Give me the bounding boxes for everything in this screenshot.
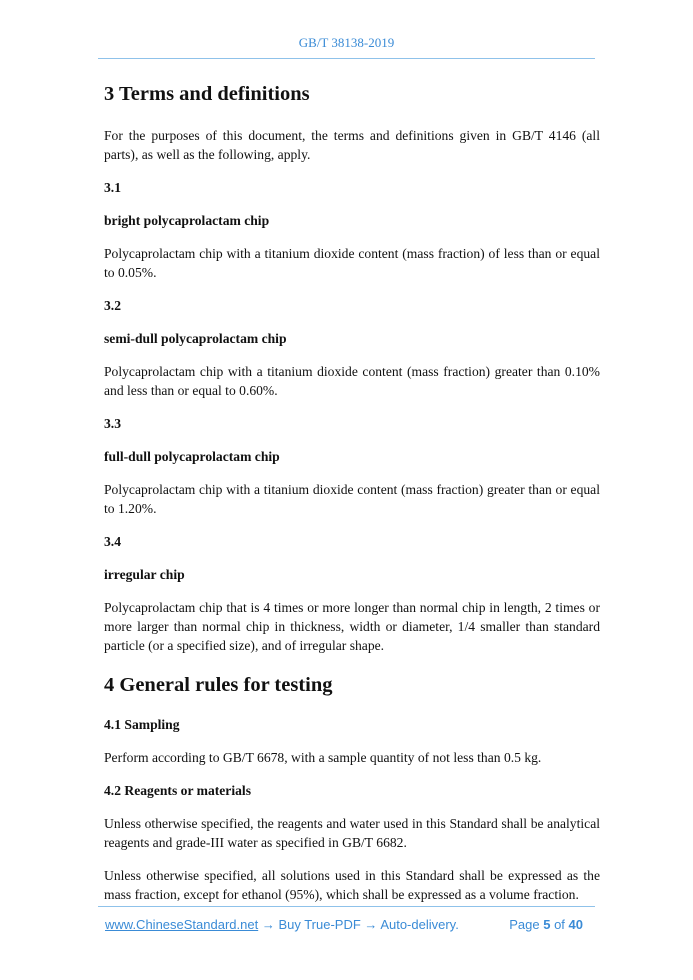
definition-3-3: Polycaprolactam chip with a titanium dioxide content (mass fraction) greater than or equal to 1.20%. [104, 482, 600, 516]
section-4-title: 4 General rules for testing [104, 674, 333, 696]
arrow-right-icon: → [258, 917, 279, 932]
term-number-3-3: 3.3 [104, 416, 121, 431]
term-number-3-2: 3.2 [104, 298, 121, 313]
term-number-3-1: 3.1 [104, 180, 121, 195]
section-3-intro: For the purposes of this document, the terms and definitions given in GB/T 4146 (all parts), as well as the following, apply. [104, 128, 600, 162]
term-number-3-4: 3.4 [104, 534, 121, 549]
page-content [104, 78, 600, 904]
term-3-3: full-dull polycaprolactam chip [104, 449, 280, 464]
section-3-title: 3 Terms and definitions [104, 83, 310, 105]
page-label: Page [509, 917, 540, 932]
subsection-4-2-heading: 4.2 Reagents or materials [104, 783, 251, 798]
term-3-2: semi-dull polycaprolactam chip [104, 331, 287, 346]
arrow-right-icon: → [360, 917, 381, 932]
website-link[interactable]: www.ChineseStandard.net [105, 917, 259, 932]
header-standard-code: GB/T 38138-2019 [298, 35, 395, 50]
auto-delivery-text: Auto-delivery. [380, 917, 459, 932]
term-3-4: irregular chip [104, 567, 185, 582]
footer-divider [98, 906, 595, 907]
term-3-1: bright polycaprolactam chip [104, 213, 270, 228]
page-total: 40 [568, 917, 583, 932]
footer [105, 917, 589, 935]
definition-3-4: Polycaprolactam chip that is 4 times or more longer than normal chip in length, 2 times or more larger than normal chip in thickness, width or diameter, 1/4 smaller than standard particle (or a specified size), and of irregular shape. [104, 600, 600, 653]
page-current: 5 [543, 917, 551, 932]
subsection-4-1-heading: 4.1 Sampling [104, 717, 180, 732]
definition-3-2: Polycaprolactam chip with a titanium dioxide content (mass fraction) greater than 0.10% and less than or equal to 0.60%. [104, 364, 600, 398]
page-of-label: of [554, 917, 565, 932]
definition-3-1: Polycaprolactam chip with a titanium dioxide content (mass fraction) of less than or equal to 0.05%. [104, 246, 600, 280]
header-divider [98, 58, 595, 59]
page-indicator [509, 917, 583, 932]
subsection-4-2-para2: Unless otherwise specified, all solutions used in this Standard shall be expressed as the mass fraction, except for ethanol (95%), which shall be expressed as a volume fraction. [104, 868, 600, 902]
footer-links [105, 917, 459, 932]
subsection-4-1-text: Perform according to GB/T 6678, with a sample quantity of not less than 0.5 kg. [104, 750, 542, 765]
subsection-4-2-para1: Unless otherwise specified, the reagents and water used in this Standard shall be analytical reagents and grade-III water as specified in GB/T 6682. [104, 816, 600, 850]
buy-pdf-link[interactable]: Buy True-PDF [278, 917, 361, 932]
